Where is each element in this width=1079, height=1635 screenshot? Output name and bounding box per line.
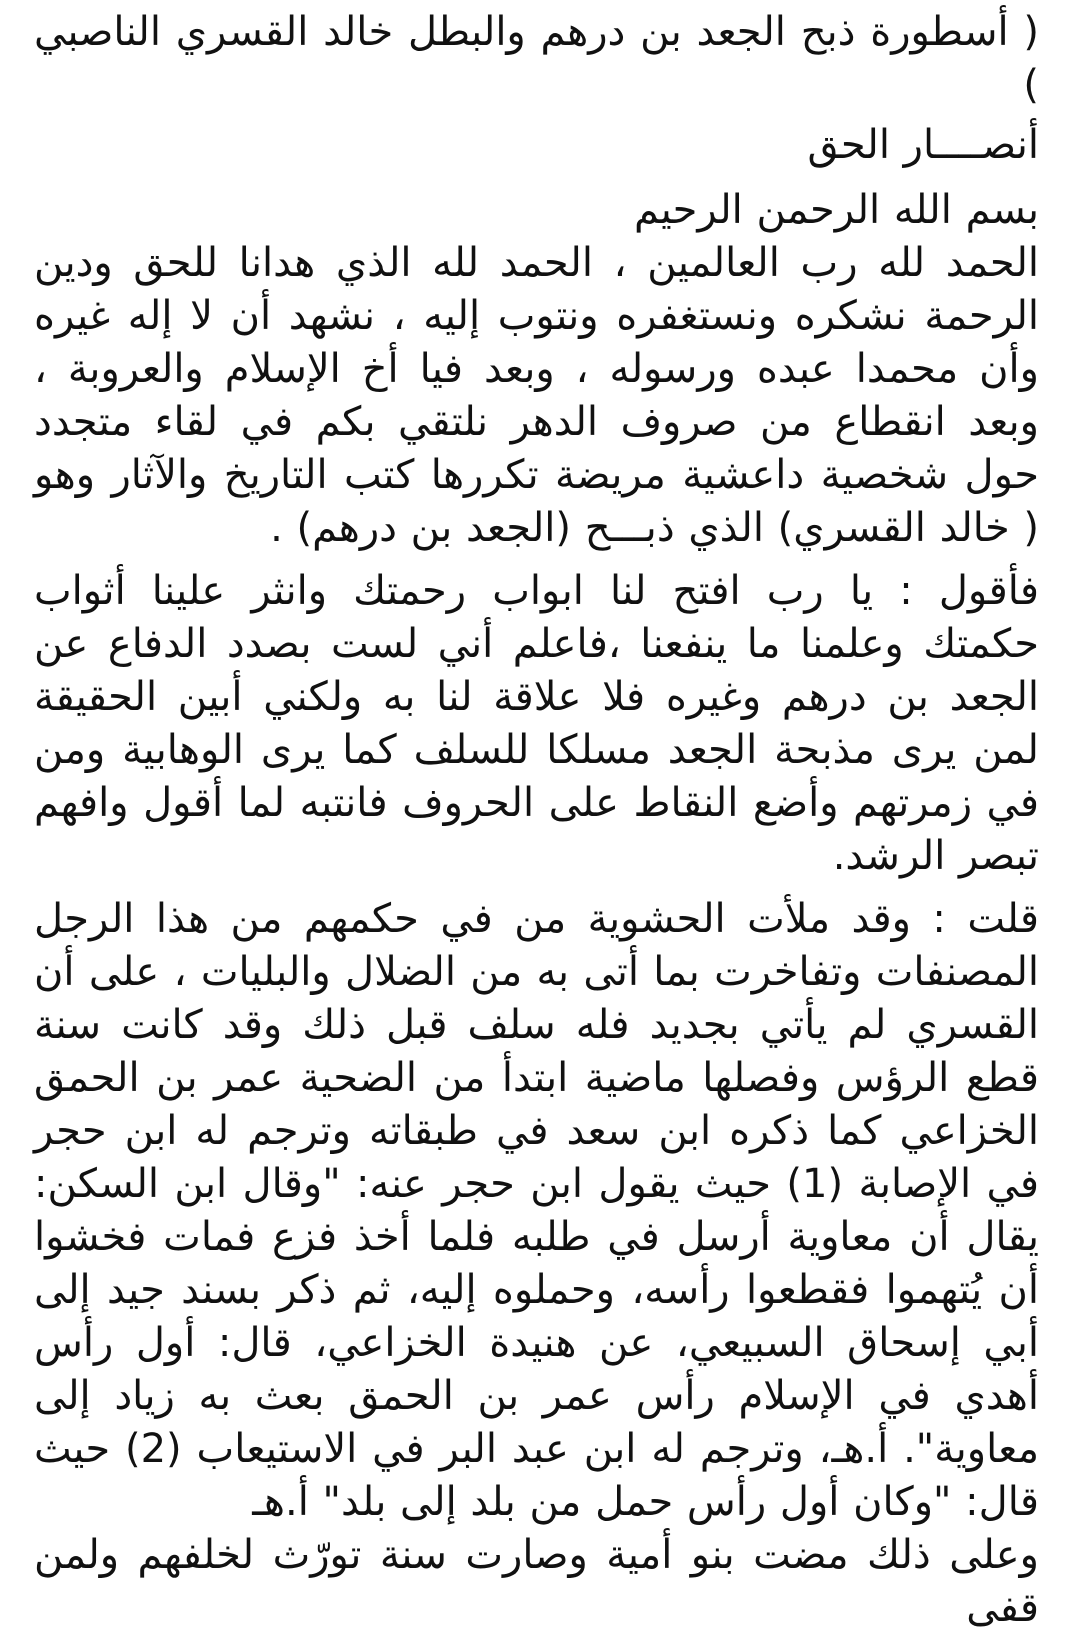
document-title: ( أسطورة ذبح الجعد بن درهم والبطل خالد القسري الناصبي ) xyxy=(34,9,1039,108)
author-name: أنصــــار الحق xyxy=(807,122,1039,168)
basmala: بسم الله الرحمن الرحيم xyxy=(633,187,1039,233)
paragraph-continuation: وعلى ذلك مضت بنو أمية وصارت سنة تورّث لخلفهم ولمن قفى xyxy=(34,1532,1039,1631)
paragraph-statement: فأقول : يا رب افتح لنا ابواب رحمتك وانثر علينا أثواب حكمتك وعلمنا ما ينفعنا ،فاعلم أني لست بصدد الدفاع عن الجعد بن درهم وغيره فلا علاقة لنا به ولكني أبين الحقيقة لمن يرى مذبحة الجعد مسلكا للسلف كما يرى الوهابية ومن في زمرتهم وأضع النقاط على الحروف فانتبه لما أقول وافهم تبصر الرشد. xyxy=(34,568,1039,879)
paragraph-historical-account: قلت : وقد ملأت الحشوية من في حكمهم من هذا الرجل المصنفات وتفاخرت بما أتى به من الضلال والبليات ، على أن القسري لم يأتي بجديد فله سلف قبل ذلك وقد كانت سنة قطع الرؤس وفصلها ماضية ابتدأ من الضحية عمر بن الحمق الخزاعي كما ذكره ابن سعد في طبقاته وترجم له ابن حجر في الإصابة (1) حيث يقول ابن حجر عنه: "وقال ابن السكن: يقال أن معاوية أرسل في طلبه فلما أخذ فزع فمات فخشوا أن يُتهموا فقطعوا رأسه، وحملوه إليه، ثم ذكر بسند جيد إلى أبي إسحاق السبيعي، عن هنيدة الخزاعي، قال: أول رأس أهدي في الإسلام رأس عمر بن الحمق بعث به زياد إلى معاوية". أ.هـ، وترجم له ابن عبد البر في الاستيعاب (2) حيث قال: "وكان أول رأس حمل من بلد إلى بلد" أ.هـ xyxy=(34,896,1039,1525)
paragraph-introduction: الحمد لله رب العالمين ، الحمد لله الذي هدانا للحق ودين الرحمة نشكره ونستغفره ونتوب إليه ، نشهد أن لا إله غيره وأن محمدا عبده ورسوله ، وبعد فيا أخ الإسلام والعروبة ، وبعد انقطاع من صروف الدهر نلتقي بكم في لقاء متجدد حول شخصية داعشية مريضة تكررها كتب التاريخ والآثار وهو ( خالد القسري) الذي ذبـــح (الجعد بن درهم) . xyxy=(34,240,1039,551)
